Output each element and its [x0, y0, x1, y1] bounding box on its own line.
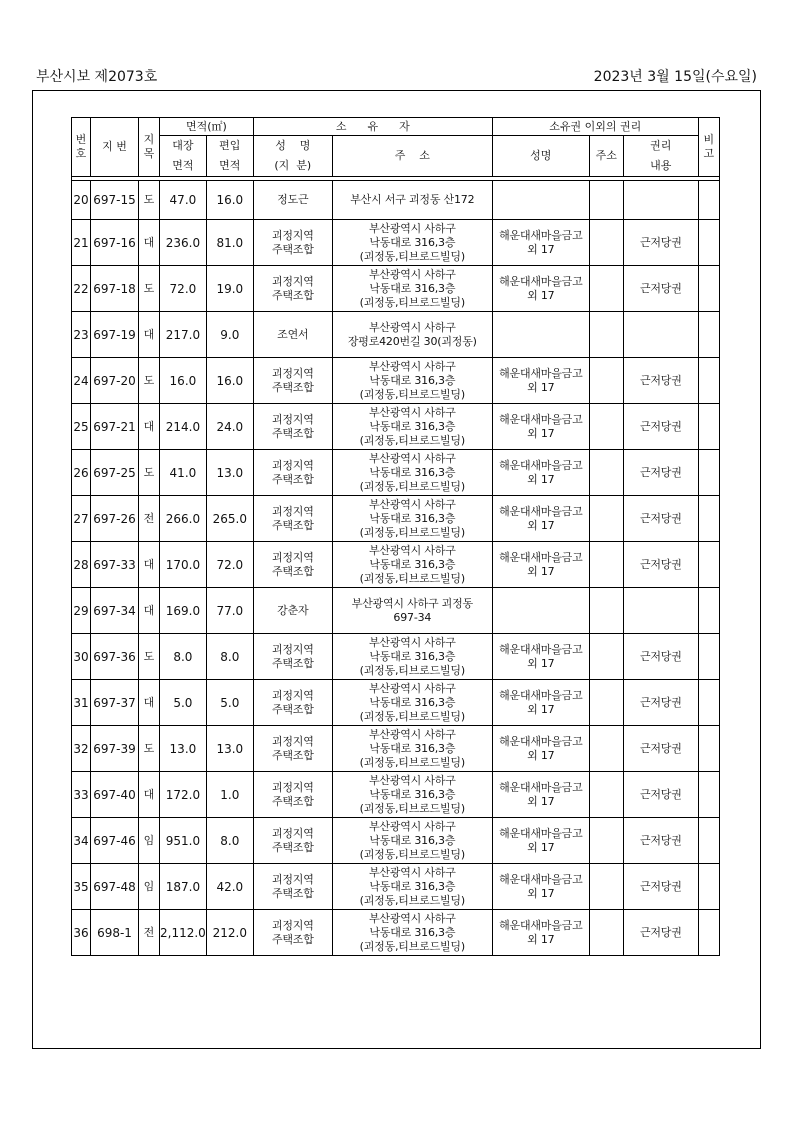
row-rights-content: 근저당권 [623, 772, 698, 818]
row-area-incorp: 8.0 [206, 818, 253, 864]
row-category: 대 [139, 404, 160, 450]
row-rights-name: 해운대새마을금고 외 17 [492, 358, 589, 404]
row-note [698, 220, 719, 266]
row-lot: 697-16 [91, 220, 139, 266]
row-owner-name: 괴정지역 주택조합 [253, 404, 332, 450]
row-note [698, 496, 719, 542]
col-header-rights-addr: 주소 [589, 136, 623, 177]
row-rights-addr [589, 634, 623, 680]
row-rights-name: 해운대새마을금고 외 17 [492, 864, 589, 910]
row-rights-addr [589, 404, 623, 450]
row-area-incorp: 24.0 [206, 404, 253, 450]
row-category: 도 [139, 266, 160, 312]
row-lot: 697-25 [91, 450, 139, 496]
row-rights-content: 근저당권 [623, 726, 698, 772]
publication-date: 2023년 3월 15일(수요일) [593, 69, 757, 85]
col-header-area: 면적(㎡) [160, 118, 254, 136]
table-row [72, 864, 720, 910]
row-owner-name: 괴정지역 주택조합 [253, 772, 332, 818]
row-rights-addr [589, 312, 623, 358]
col-header-area-incorp: 편입 면적 [206, 136, 253, 177]
row-area-incorp: 16.0 [206, 181, 253, 220]
table-row [72, 358, 720, 404]
col-header-owner: 소 유 자 [253, 118, 492, 136]
row-category: 도 [139, 634, 160, 680]
row-owner-name: 괴정지역 주택조합 [253, 680, 332, 726]
row-area-ledger: 2,112.0 [160, 910, 207, 956]
row-rights-name: 해운대새마을금고 외 17 [492, 404, 589, 450]
table-row [72, 818, 720, 864]
row-category: 대 [139, 680, 160, 726]
col-header-rights: 소유권 이외의 권리 [492, 118, 698, 136]
row-category: 도 [139, 181, 160, 220]
land-register-table [71, 117, 720, 956]
row-no: 30 [72, 634, 91, 680]
row-rights-content [623, 588, 698, 634]
row-area-incorp: 1.0 [206, 772, 253, 818]
row-owner-addr: 부산광역시 사하구 낙동대로 316,3층 (괴정동,티브로드빌딩) [332, 358, 492, 404]
table-row [72, 220, 720, 266]
row-area-ledger: 8.0 [160, 634, 207, 680]
row-note [698, 818, 719, 864]
row-note [698, 680, 719, 726]
row-area-incorp: 13.0 [206, 726, 253, 772]
row-rights-content: 근저당권 [623, 220, 698, 266]
row-note [698, 772, 719, 818]
row-lot: 697-46 [91, 818, 139, 864]
table-row [72, 726, 720, 772]
row-rights-content: 근저당권 [623, 358, 698, 404]
row-owner-addr: 부산광역시 사하구 장평로420번길 30(괴정동) [332, 312, 492, 358]
row-rights-addr [589, 864, 623, 910]
row-rights-name: 해운대새마을금고 외 17 [492, 220, 589, 266]
row-note [698, 864, 719, 910]
row-owner-addr: 부산광역시 사하구 낙동대로 316,3층 (괴정동,티브로드빌딩) [332, 772, 492, 818]
row-no: 20 [72, 181, 91, 220]
row-category: 대 [139, 772, 160, 818]
row-lot: 697-19 [91, 312, 139, 358]
row-area-ledger: 170.0 [160, 542, 207, 588]
row-lot: 697-15 [91, 181, 139, 220]
row-note [698, 404, 719, 450]
row-area-incorp: 72.0 [206, 542, 253, 588]
row-rights-name: 해운대새마을금고 외 17 [492, 266, 589, 312]
row-note [698, 266, 719, 312]
row-owner-addr: 부산광역시 사하구 낙동대로 316,3층 (괴정동,티브로드빌딩) [332, 266, 492, 312]
row-lot: 697-26 [91, 496, 139, 542]
row-no: 21 [72, 220, 91, 266]
row-rights-content: 근저당권 [623, 496, 698, 542]
row-no: 26 [72, 450, 91, 496]
row-area-ledger: 47.0 [160, 181, 207, 220]
row-rights-content: 근저당권 [623, 542, 698, 588]
row-rights-name: 해운대새마을금고 외 17 [492, 634, 589, 680]
row-rights-name: 해운대새마을금고 외 17 [492, 450, 589, 496]
row-rights-content: 근저당권 [623, 450, 698, 496]
row-rights-content: 근저당권 [623, 910, 698, 956]
table-row [72, 312, 720, 358]
row-owner-addr: 부산광역시 사하구 낙동대로 316,3층 (괴정동,티브로드빌딩) [332, 542, 492, 588]
row-rights-name: 해운대새마을금고 외 17 [492, 726, 589, 772]
table-row [72, 542, 720, 588]
row-rights-addr [589, 181, 623, 220]
row-no: 35 [72, 864, 91, 910]
row-category: 임 [139, 864, 160, 910]
row-no: 33 [72, 772, 91, 818]
row-lot: 697-48 [91, 864, 139, 910]
col-header-category: 지 목 [139, 118, 160, 177]
page-header [36, 66, 757, 86]
row-category: 대 [139, 542, 160, 588]
row-rights-name: 해운대새마을금고 외 17 [492, 772, 589, 818]
col-header-rights-name: 성명 [492, 136, 589, 177]
row-owner-addr: 부산시 서구 괴정동 산172 [332, 181, 492, 220]
row-area-ledger: 16.0 [160, 358, 207, 404]
row-area-incorp: 19.0 [206, 266, 253, 312]
row-rights-addr [589, 496, 623, 542]
row-no: 36 [72, 910, 91, 956]
row-no: 31 [72, 680, 91, 726]
row-rights-addr [589, 266, 623, 312]
row-area-incorp: 265.0 [206, 496, 253, 542]
row-rights-addr [589, 358, 623, 404]
row-rights-content: 근저당권 [623, 680, 698, 726]
row-rights-name: 해운대새마을금고 외 17 [492, 680, 589, 726]
table-row [72, 680, 720, 726]
row-rights-name [492, 312, 589, 358]
row-lot: 698-1 [91, 910, 139, 956]
row-note [698, 726, 719, 772]
row-category: 전 [139, 496, 160, 542]
row-rights-name: 해운대새마을금고 외 17 [492, 910, 589, 956]
row-owner-name: 괴정지역 주택조합 [253, 726, 332, 772]
row-no: 22 [72, 266, 91, 312]
row-no: 29 [72, 588, 91, 634]
row-rights-content: 근저당권 [623, 818, 698, 864]
row-owner-name: 정도근 [253, 181, 332, 220]
row-area-ledger: 187.0 [160, 864, 207, 910]
row-owner-name: 조연서 [253, 312, 332, 358]
row-rights-content: 근저당권 [623, 404, 698, 450]
row-category: 전 [139, 910, 160, 956]
row-note [698, 910, 719, 956]
row-area-incorp: 16.0 [206, 358, 253, 404]
row-area-ledger: 41.0 [160, 450, 207, 496]
row-area-incorp: 5.0 [206, 680, 253, 726]
row-no: 25 [72, 404, 91, 450]
row-lot: 697-36 [91, 634, 139, 680]
row-lot: 697-39 [91, 726, 139, 772]
row-area-incorp: 77.0 [206, 588, 253, 634]
row-owner-addr: 부산광역시 사하구 낙동대로 316,3층 (괴정동,티브로드빌딩) [332, 864, 492, 910]
row-note [698, 450, 719, 496]
col-header-lot: 지 번 [91, 118, 139, 177]
row-area-incorp: 212.0 [206, 910, 253, 956]
row-owner-addr: 부산광역시 사하구 괴정동 697-34 [332, 588, 492, 634]
row-lot: 697-40 [91, 772, 139, 818]
row-rights-addr [589, 680, 623, 726]
row-rights-name: 해운대새마을금고 외 17 [492, 542, 589, 588]
row-no: 32 [72, 726, 91, 772]
publication-title: 부산시보 제2073호 [36, 69, 158, 85]
row-area-incorp: 8.0 [206, 634, 253, 680]
row-owner-name: 강춘자 [253, 588, 332, 634]
row-note [698, 588, 719, 634]
table-row [72, 266, 720, 312]
row-owner-name: 괴정지역 주택조합 [253, 358, 332, 404]
row-owner-addr: 부산광역시 사하구 낙동대로 316,3층 (괴정동,티브로드빌딩) [332, 634, 492, 680]
col-header-rights-content: 권리 내용 [623, 136, 698, 177]
row-lot: 697-18 [91, 266, 139, 312]
row-category: 도 [139, 726, 160, 772]
row-note [698, 634, 719, 680]
table-row [72, 181, 720, 220]
row-rights-content: 근저당권 [623, 266, 698, 312]
table-row [72, 496, 720, 542]
row-area-ledger: 13.0 [160, 726, 207, 772]
row-no: 34 [72, 818, 91, 864]
table-row [72, 588, 720, 634]
row-owner-addr: 부산광역시 사하구 낙동대로 316,3층 (괴정동,티브로드빌딩) [332, 450, 492, 496]
row-area-incorp: 13.0 [206, 450, 253, 496]
col-header-owner-name: 성 명 (지 분) [253, 136, 332, 177]
row-rights-content: 근저당권 [623, 864, 698, 910]
table-row [72, 772, 720, 818]
row-area-ledger: 236.0 [160, 220, 207, 266]
row-rights-addr [589, 910, 623, 956]
row-area-ledger: 172.0 [160, 772, 207, 818]
row-owner-name: 괴정지역 주택조합 [253, 220, 332, 266]
row-area-ledger: 217.0 [160, 312, 207, 358]
row-owner-addr: 부산광역시 사하구 낙동대로 316,3층 (괴정동,티브로드빌딩) [332, 910, 492, 956]
row-owner-name: 괴정지역 주택조합 [253, 818, 332, 864]
row-no: 28 [72, 542, 91, 588]
row-rights-name [492, 181, 589, 220]
row-category: 대 [139, 588, 160, 634]
row-rights-addr [589, 772, 623, 818]
col-header-no: 번 호 [72, 118, 91, 177]
row-category: 대 [139, 220, 160, 266]
row-rights-content: 근저당권 [623, 634, 698, 680]
row-owner-addr: 부산광역시 사하구 낙동대로 316,3층 (괴정동,티브로드빌딩) [332, 726, 492, 772]
row-owner-name: 괴정지역 주택조합 [253, 450, 332, 496]
row-rights-addr [589, 588, 623, 634]
row-owner-name: 괴정지역 주택조합 [253, 864, 332, 910]
row-area-ledger: 214.0 [160, 404, 207, 450]
row-no: 27 [72, 496, 91, 542]
row-area-ledger: 5.0 [160, 680, 207, 726]
row-rights-content [623, 181, 698, 220]
row-area-ledger: 266.0 [160, 496, 207, 542]
row-rights-addr [589, 818, 623, 864]
row-lot: 697-20 [91, 358, 139, 404]
row-no: 24 [72, 358, 91, 404]
row-owner-name: 괴정지역 주택조합 [253, 266, 332, 312]
table-row [72, 634, 720, 680]
table-row [72, 910, 720, 956]
row-no: 23 [72, 312, 91, 358]
row-rights-addr [589, 726, 623, 772]
row-owner-name: 괴정지역 주택조합 [253, 542, 332, 588]
row-owner-addr: 부산광역시 사하구 낙동대로 316,3층 (괴정동,티브로드빌딩) [332, 496, 492, 542]
table-row [72, 404, 720, 450]
row-note [698, 358, 719, 404]
row-rights-name: 해운대새마을금고 외 17 [492, 818, 589, 864]
row-owner-name: 괴정지역 주택조합 [253, 910, 332, 956]
table-row [72, 450, 720, 496]
row-category: 도 [139, 450, 160, 496]
row-rights-name: 해운대새마을금고 외 17 [492, 496, 589, 542]
row-area-ledger: 169.0 [160, 588, 207, 634]
row-owner-addr: 부산광역시 사하구 낙동대로 316,3층 (괴정동,티브로드빌딩) [332, 220, 492, 266]
col-header-note: 비 고 [698, 118, 719, 177]
row-owner-addr: 부산광역시 사하구 낙동대로 316,3층 (괴정동,티브로드빌딩) [332, 404, 492, 450]
row-note [698, 312, 719, 358]
row-lot: 697-33 [91, 542, 139, 588]
row-category: 대 [139, 312, 160, 358]
row-lot: 697-21 [91, 404, 139, 450]
row-area-ledger: 72.0 [160, 266, 207, 312]
row-area-incorp: 9.0 [206, 312, 253, 358]
row-area-ledger: 951.0 [160, 818, 207, 864]
row-area-incorp: 81.0 [206, 220, 253, 266]
row-owner-addr: 부산광역시 사하구 낙동대로 316,3층 (괴정동,티브로드빌딩) [332, 818, 492, 864]
row-owner-addr: 부산광역시 사하구 낙동대로 316,3층 (괴정동,티브로드빌딩) [332, 680, 492, 726]
row-note [698, 181, 719, 220]
row-lot: 697-34 [91, 588, 139, 634]
row-rights-addr [589, 450, 623, 496]
row-note [698, 542, 719, 588]
row-owner-name: 괴정지역 주택조합 [253, 634, 332, 680]
row-lot: 697-37 [91, 680, 139, 726]
row-category: 도 [139, 358, 160, 404]
col-header-owner-addr: 주 소 [332, 136, 492, 177]
row-rights-addr [589, 220, 623, 266]
row-category: 임 [139, 818, 160, 864]
row-area-incorp: 42.0 [206, 864, 253, 910]
col-header-area-ledger: 대장 면적 [160, 136, 207, 177]
row-rights-addr [589, 542, 623, 588]
row-owner-name: 괴정지역 주택조합 [253, 496, 332, 542]
row-rights-name [492, 588, 589, 634]
row-rights-content [623, 312, 698, 358]
